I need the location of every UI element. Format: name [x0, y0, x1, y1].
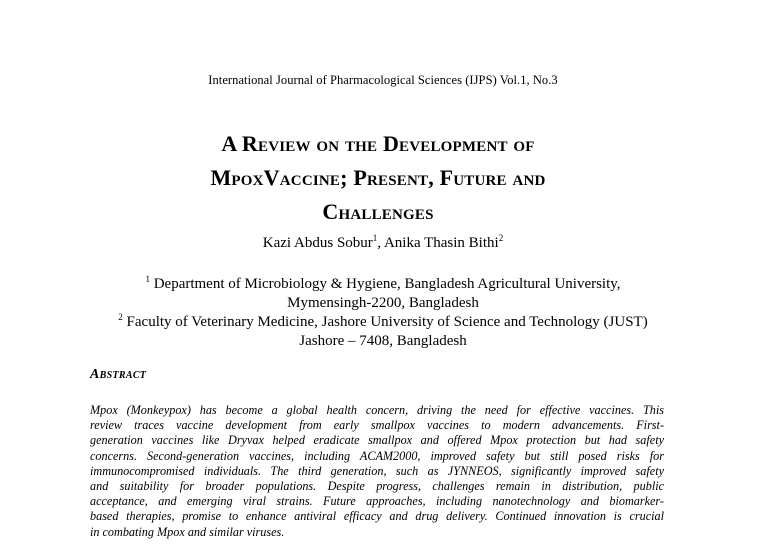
abstract-line: based therapies, promise to enhance antiviral efficacy and drug delivery. Continued innovation is crucial: [90, 509, 664, 524]
abstract-line: concerns. Second-generation vaccines, including ACAM2000, improved safety but still posed risks for: [90, 448, 664, 463]
abstract-line: and suitability for broader populations. Despite progress, challenges remain in distribution, public: [90, 479, 664, 494]
abstract-heading: Abstract: [90, 367, 147, 382]
abstract-line: review traces vaccine development from early smallpox vaccines to modern advancements. First-: [90, 418, 664, 433]
author-name: Anika Thasin Bithi: [383, 235, 499, 251]
affiliation-line: [0, 313, 766, 332]
abstract-line: in combating Mpox and similar viruses.: [90, 524, 285, 539]
affiliation-text: Department of Microbiology & Hygiene, Bangladesh Agricultural University,: [153, 276, 621, 292]
author-list: [0, 235, 766, 252]
affiliation-mark: 1: [145, 274, 150, 284]
abstract-line: immunocompromised individuals. The third generation, such as JYNNEOS, significantly improved safety: [90, 463, 664, 478]
title-line-2: MpoxVaccine; Present, Future and: [210, 165, 546, 190]
affiliation-mark: 2: [118, 312, 123, 322]
abstract-body: [90, 403, 664, 540]
affiliation-text: Faculty of Veterinary Medicine, Jashore University of Science and Technology (JUST): [126, 314, 648, 330]
author-name: Kazi Abdus Sobur: [262, 235, 373, 251]
author-separator: ,: [377, 235, 382, 251]
abstract-line: acceptance, and emerging viral strains. Future approaches, including nanotechnology and biomarker-: [90, 494, 664, 509]
affiliation-line: Jashore – 7408, Bangladesh: [299, 333, 467, 349]
affiliation-line: [0, 275, 766, 294]
abstract-line: generation vaccines like Dryvax helped eradicate smallpox and offered Mpox protection but had safety: [90, 433, 664, 448]
affiliation-line: Mymensingh-2200, Bangladesh: [287, 295, 479, 311]
author-affiliation-mark: 2: [498, 233, 504, 243]
author-affiliation-mark: 1: [372, 233, 378, 243]
abstract-line: Mpox (Monkeypox) has become a global health concern, driving the need for effective vaccines. This: [90, 403, 664, 417]
affiliation: [0, 313, 766, 351]
title-line-1: A Review on the Development of: [221, 131, 535, 156]
journal-header: International Journal of Pharmacological Sciences (IJPS) Vol.1, No.3: [208, 73, 558, 87]
affiliation: [0, 275, 766, 313]
paper-title: [100, 127, 656, 229]
title-line-3: Challenges: [322, 199, 434, 224]
